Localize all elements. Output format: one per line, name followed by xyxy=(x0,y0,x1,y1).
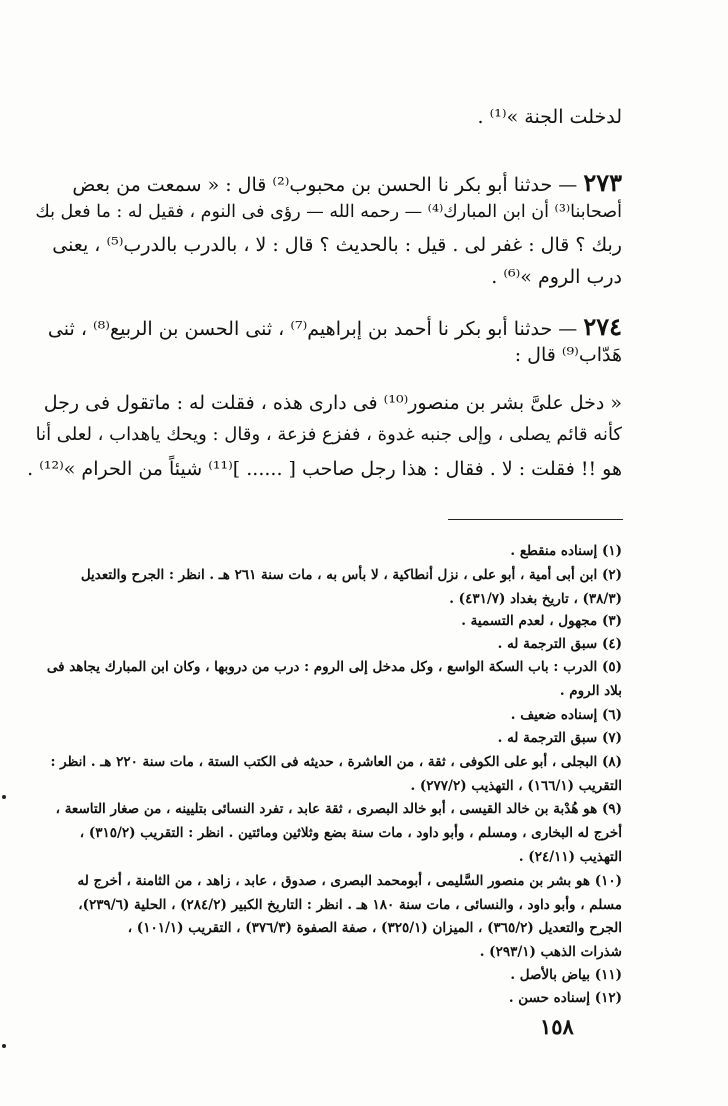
footnote-line: (٨) البجلى ، أبو على الكوفى ، ثقة ، من العاشرة ، حديثه فى الكتب الستة ، مات سنة ٢٢٠ هـ . انظر : xyxy=(50,754,622,770)
hadith-number-273: ٢٧٣ xyxy=(583,168,622,197)
page-number: ١٥٨ xyxy=(540,1014,574,1039)
scan-speck xyxy=(2,795,6,799)
footnote-line: (٧) سبق الترجمة له . xyxy=(497,730,622,746)
hadith-273-line-1 xyxy=(72,168,622,197)
quote-line-3: هو !! فقلت : لا . فقال : هذا رجل صاحب [ ...... ]⁽¹¹⁾ شيئاً من الحرام »⁽¹²⁾ . xyxy=(27,458,622,480)
hadith-273-line-4: درب الروم »⁽⁶⁾ . xyxy=(491,266,622,288)
footnote-line: بلاد الروم . xyxy=(559,683,622,699)
quote-line-2: كأنه قائم يصلى ، وإلى جنبه غدوة ، ففزع فزعة ، وقال : ويحك ياهداب ، لعلى أنا xyxy=(35,424,622,445)
footnote-line: (١٠) هو بشر بن منصور السَّليمى ، أبومحمد البصرى ، صدوق ، عابد ، زاهد ، من الثامنة ، أخرج له xyxy=(77,873,622,889)
hadith-273-line-2: أصحابنا⁽³⁾ أن ابن المبارك⁽⁴⁾ — رحمه الله — رؤى فى النوم ، فقيل له : ما فعل بك xyxy=(35,202,622,222)
footnote-line: شذرات الذهب (٢٩٣/١) . xyxy=(479,944,622,960)
footnote-line: الجرح والتعديل (٣٦٥/٢) ، الميزان (٣٢٥/١) ، صفة الصفوة (٣٧٦/٣) ، التقريب (١٠١/١) ، xyxy=(127,920,622,936)
intro-line: لدخلت الجنة »⁽¹⁾ . xyxy=(477,106,622,128)
footnote-line: مسلم ، وأبو داود ، والنسائى ، مات سنة ١٨٠ هـ . انظر : التاريخ الكبير (٢٨٤/٢) ، الحلية (٢٣٩/٦)، xyxy=(78,897,622,913)
footnote-line: (١١) بياض بالأصل . xyxy=(510,967,622,983)
footnote-line: (٩) هو هُدْبة بن خالد القيسى ، أبو خالد البصرى ، ثقة عابد ، تفرد النسائى بتليينه ، من صغار التاسعة ، xyxy=(55,801,622,817)
footnote-line: التقريب (١٦٦/١) ، التهذيب (٢٧٧/٢) . xyxy=(410,778,622,794)
scan-speck xyxy=(2,1044,6,1048)
footnote-line: (١٢) إسناده حسن . xyxy=(508,990,622,1006)
footnote-line: (٥) الدرب : باب السكة الواسع ، وكل مدخل إلى الروم : درب من دروبها ، وكان ابن المبارك يجاهد فى xyxy=(46,659,622,675)
footnote-line: (٢) ابن أبى أمية ، أبو على ، نزل أنطاكية ، لا بأس به ، مات سنة ٢٦١ هـ . انظر : الجرح والتعديل xyxy=(80,567,622,583)
hadith-273-line-3: ربك ؟ قال : غفر لى . قيل : بالحديث ؟ قال : لا ، بالدرب بالدرب⁽⁵⁾ ، يعنى xyxy=(52,234,622,256)
footnote-line: (٣) مجهول ، لعدم التسمية . xyxy=(461,613,622,629)
footnote-line: (٣٨/٣) ، تاريخ بغداد (٤٣١/٧) . xyxy=(449,591,622,607)
footnote-line: (٦) إسناده ضعيف . xyxy=(510,707,622,723)
footnote-line: التهذيب (٢٤/١١) . xyxy=(518,849,622,865)
hadith-274-line-1 xyxy=(48,312,622,341)
hadith-274-text-1: — حدثنا أبو بكر نا أحمد بن إبراهيم⁽⁷⁾ ، ثنى الحسن بن الربيع⁽⁸⁾ ، ثنى xyxy=(47,318,578,340)
quote-line-1: « دخل علىَّ بشر بن منصور⁽¹⁰⁾ فى دارى هذه ، فقلت له : ماتقول فى رجل xyxy=(43,392,622,414)
footnote-line: (١) إسناده منقطع . xyxy=(510,543,622,559)
footnote-separator xyxy=(448,519,623,520)
hadith-274-line-2: هَدّاب⁽⁹⁾ قال : xyxy=(514,344,622,366)
hadith-273-text-1: — حدثنا أبو بكر نا الحسن بن محبوب⁽²⁾ قال : « سمعت من بعض xyxy=(72,174,578,196)
footnote-line: (٤) سبق الترجمة له . xyxy=(497,636,622,652)
hadith-number-274: ٢٧٤ xyxy=(583,312,622,341)
footnote-line: أخرج له البخارى ، ومسلم ، وأبو داود ، مات سنة بضع وثلاثين ومائتين . انظر : التقريب (٣١٥/٢) ، xyxy=(79,825,622,841)
